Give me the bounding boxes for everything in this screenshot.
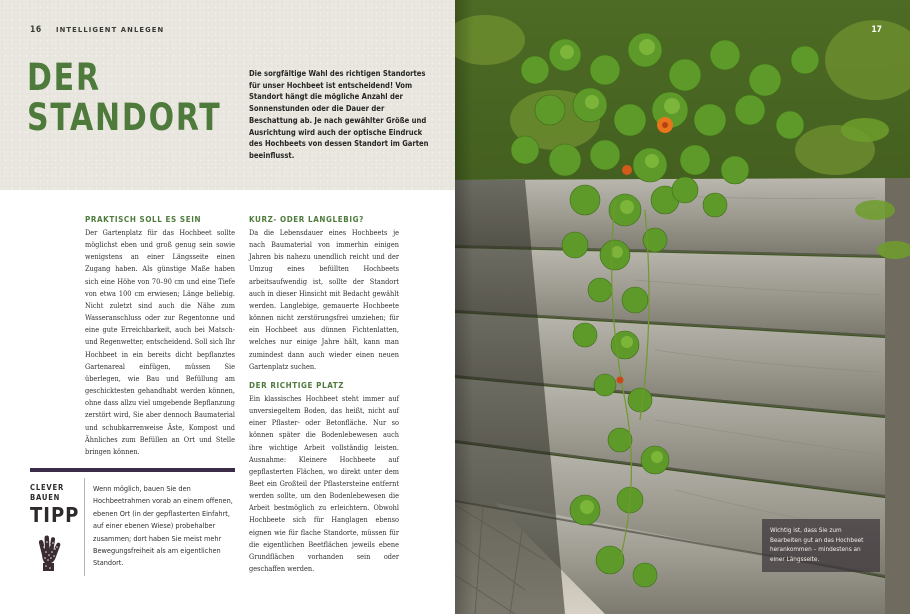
running-header: INTELLIGENT ANLEGEN	[56, 26, 165, 34]
text-column-right	[249, 214, 399, 575]
section-body: Ein klassisches Hochbeet steht immer auf unversiegeltem Boden, das heißt, nicht auf einer Pflaster- oder Betonfläche. Nur so können später die Bodenlebewesen auch ihre wichtige Arbeit vollständig leisten. Ausnahme: Kleinere Hochbeete auf gepflasterten Flächen, wo direkt unter dem Beet ein Großteil der Pflastersteine entfernt werden sollte, um den Bodenlebewesen die Arbeit bestmöglich zu erleichtern. Obwohl Hochbeete sich für Hanglagen ebenso eignen wie für flache Standorte, müssen für die eigentlichen Beetflächen jeweils ebene Grundflächen vorhanden sein oder geschaffen werden.	[249, 393, 399, 574]
glove-icon	[34, 533, 64, 573]
section-body: Der Gartenplatz für das Hochbeet sollte möglichst eben und groß genug sein sowie wenigstens an einer Längsseite einen Zugang haben. Als günstige Maße haben sich eine Höhe von 70–90 cm und eine Tiefe von etwa 100 cm erwiesen; Länge beliebig. Nicht zuletzt sind auch die Nähe zum Wasseranschluss oder zur Regentonne und eine gute Erreichbarkeit, auch bei Matsch- und Regenwetter, entscheidend. Soll sich Ihr Hochbeet in ein bereits dicht bepflanztes Gartenareal einfügen, müssen Sie überlegen, wie Bau und Befüllung am geschicktesten gehandhabt werden können, ohne dass allzu viel umgebende Bepflanzung zerstört wird, Sie aber dennoch Baumaterial und schubkarrenweise Äste, Kompost und Ähnliches zum Befüllen an Ort und Stelle bringen können.	[85, 228, 235, 456]
tip-label	[30, 483, 80, 526]
tip-rule	[30, 468, 235, 472]
text-column-left	[85, 214, 235, 458]
photo-caption: Wichtig ist, dass Sie zum Bearbeiten gut an das Hochbeet herankommen – mindestens an einer Längsseite.	[762, 519, 880, 572]
page-number: 17	[871, 25, 882, 35]
page-title	[27, 56, 222, 139]
tip-text: Wenn möglich, bauen Sie den Hochbeetrahmen vorab an einem offenen, ebenen Ort (in der gepflasterten Einfahrt, auf einer ebenen Wiese) probehalber zusammen; dort haben Sie meist mehr Bewegungsfreiheit als am eigentlichen Standort.	[93, 484, 233, 568]
gutter-shadow	[455, 0, 473, 614]
section-body: Da die Lebensdauer eines Hochbeets je nach Baumaterial von immerhin einigen Jahren bis nahezu unendlich reicht und der Umzug eines befüllten Hochbeets arbeitsaufwendig ist, sollte der Standort auch in dieser Hinsicht mit Bedacht gewählt werden. Langlebige, gemauerte Hochbeete können nicht zerstörungsfrei umziehen; für ein Hochbeet aus dünnen Fichtenlatten, welches nur einige Jahre hält, kann man zumindest dann auch wieder einen neuen Gartenplatz suchen.	[249, 228, 399, 371]
page-title-line: STANDORT	[27, 96, 222, 139]
tip-label-line: BAUEN	[30, 493, 61, 502]
intro-paragraph: Die sorgfältige Wahl des richtigen Standortes für unser Hochbeet ist entscheidend! Vom Standort hängt die mögliche Anzahl der Sonnenstunden oder die Dauer der Beschattung ab. Je nach gewählter Größe und Ausrichtung wird auch der optische Eindruck des Hochbeets von dessen Standort im Garten beeinflusst.	[249, 69, 429, 160]
tip-label-tipp: TIPP	[30, 503, 80, 527]
tip-label-line: CLEVER	[30, 483, 65, 492]
section-heading: KURZ- ODER LANGLEBIG?	[249, 215, 364, 224]
section-heading: PRAKTISCH SOLL ES SEIN	[85, 215, 202, 224]
page-title-line: DER	[27, 56, 101, 99]
page-number: 16	[30, 25, 42, 35]
tip-divider	[84, 478, 85, 576]
section-heading: DER RICHTIGE PLATZ	[249, 380, 345, 390]
right-page	[455, 0, 910, 614]
